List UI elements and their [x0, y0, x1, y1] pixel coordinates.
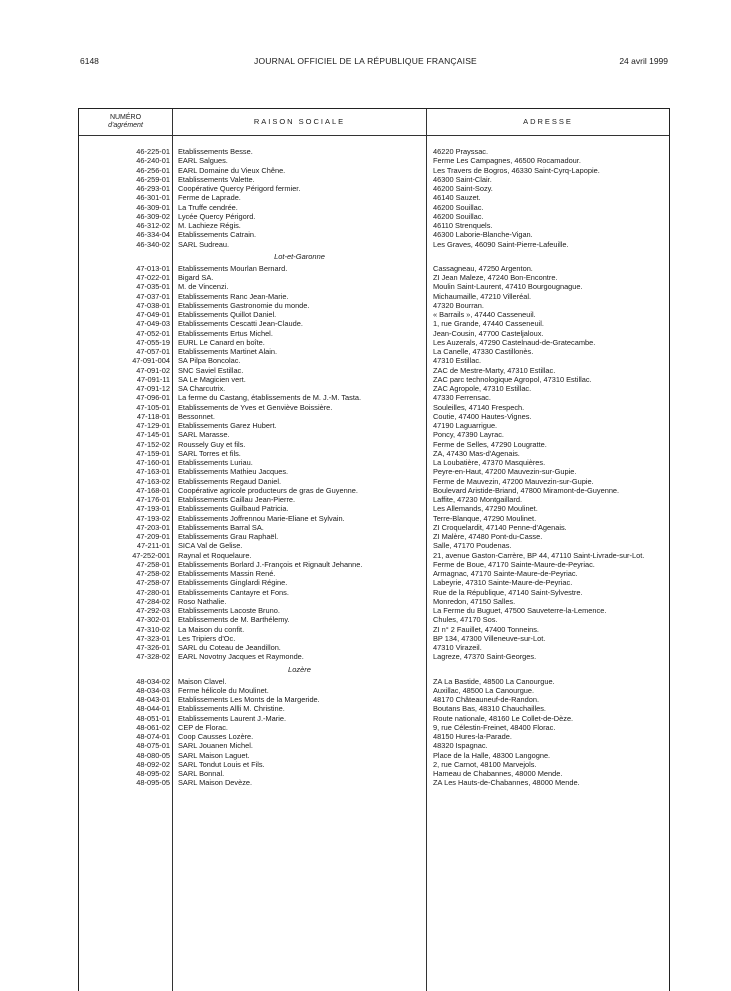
company-name: SA Charcutrix.	[178, 384, 226, 393]
company-address: ZI Croquelardit, 47140 Penne-d'Agenais.	[433, 522, 567, 532]
company-address: ZAC de Mestre-Marty, 47310 Estillac.	[433, 365, 556, 375]
company-name: EARL Novotny Jacques et Raymonde.	[178, 652, 304, 662]
table-row	[79, 203, 669, 212]
company-name: Etablissements Allli M. Christine.	[178, 704, 285, 714]
company-name: Coop Causses Lozère.	[178, 732, 254, 741]
approval-number: 47-049-03	[136, 319, 170, 329]
company-address: Moulin Saint-Laurent, 47410 Bourgougnague.	[433, 282, 583, 292]
company-address: La Canelle, 47330 Castillonès.	[433, 347, 534, 356]
table-row	[79, 504, 669, 513]
company-name: Ferme de Laprade.	[178, 193, 241, 203]
column-header-adresse: ADRESSE	[523, 117, 573, 126]
company-name: Etablissements Regaud Daniel.	[178, 476, 282, 486]
table-row	[79, 221, 669, 230]
approval-number: 47-052-01	[136, 328, 170, 338]
company-name: SARL Tondut Louis et Fils.	[178, 759, 265, 769]
approval-number: 47-091-12	[136, 384, 170, 393]
company-address: Ferme de Mauvezin, 47200 Mauvezin-sur-Gupie.	[433, 476, 594, 486]
company-name: Etablissements Mourlan Bernard.	[178, 263, 288, 273]
table-row	[79, 147, 669, 156]
company-address: Chules, 47170 Sos.	[433, 615, 498, 625]
table-row	[79, 760, 669, 769]
approval-number: 48-075-01	[136, 741, 170, 751]
company-name: Etablissements Garez Hubert.	[178, 421, 277, 430]
company-name: Coopérative agricole producteurs de gras de Guyenne.	[178, 485, 358, 495]
company-address: Ferme de Selles, 47290 Lougratte.	[433, 439, 547, 449]
table-row	[79, 193, 669, 202]
company-name: EARL Salgues.	[178, 156, 228, 166]
column-header-numero-line1: NUMÉRO	[109, 114, 142, 121]
approval-number: 47-193-01	[136, 504, 170, 514]
company-address: 47310 Virazeil.	[433, 643, 482, 652]
company-name: Etablissements Catrain.	[178, 230, 257, 240]
company-address: ZI Jean Maleze, 47240 Bon-Encontre.	[433, 273, 558, 282]
table-row	[79, 166, 669, 175]
table-row	[79, 615, 669, 624]
column-header-raison-sociale: RAISON SOCIALE	[253, 117, 346, 126]
company-address: Jean-Cousin, 47700 Casteljaloux.	[433, 328, 544, 338]
company-address: Route nationale, 48160 Le Collet-de-Dèze.	[433, 713, 574, 723]
company-address: 1, rue Grande, 47440 Casseneuil.	[433, 319, 544, 329]
company-name: SA Le Magicien vert.	[178, 374, 246, 384]
table-row	[79, 634, 669, 643]
company-address: ZI n° 2 Fauillet, 47400 Tonneins.	[433, 624, 539, 634]
approval-number: 47-168-01	[136, 485, 170, 495]
table-row	[79, 384, 669, 393]
table-row	[79, 588, 669, 597]
approval-number: 47-326-01	[136, 643, 170, 652]
approval-number: 47-159-01	[136, 448, 170, 458]
table-row	[79, 625, 669, 634]
table-row	[79, 769, 669, 778]
company-name: Etablissements Gastronomie du monde.	[178, 300, 310, 310]
table-row	[79, 393, 669, 402]
company-address: Monredon, 47150 Salles.	[433, 596, 516, 606]
company-name: EARL Domaine du Vieux Chêne.	[178, 165, 286, 175]
table-row	[79, 156, 669, 165]
table-row	[79, 532, 669, 541]
company-name: La Truffe cendrée.	[178, 202, 238, 212]
company-name: Etablissements Les Monts de la Margeride.	[178, 695, 320, 704]
company-name: CEP de Florac.	[178, 722, 228, 732]
company-name: Etablissements Mathieu Jacques.	[178, 467, 289, 477]
table-row	[79, 714, 669, 723]
approval-number: 47-096-01	[136, 393, 170, 403]
company-address: Terre-Blanque, 47290 Moulinet.	[433, 513, 537, 523]
company-address: Boulevard Aristide-Briand, 47800 Miramont-de-Guyenne.	[433, 485, 620, 495]
company-name: Etablissements Ranc Jean-Marie.	[178, 291, 289, 301]
table-row	[79, 677, 669, 686]
company-address: Labeyrie, 47310 Sainte-Maure-de-Peyriac.	[433, 578, 573, 588]
table-row	[79, 551, 669, 560]
table-row	[79, 467, 669, 476]
approval-number: 48-034-02	[136, 676, 170, 686]
company-address: Hameau de Chabannes, 48000 Mende.	[433, 769, 563, 778]
approval-number: 48-043-01	[136, 695, 170, 704]
company-address: 46220 Prayssac.	[433, 147, 489, 156]
approval-table	[78, 108, 670, 991]
company-name: Etablissements de Yves et Genviève Boissière.	[178, 402, 333, 412]
approval-number: 47-118-01	[136, 411, 170, 421]
company-address: La Ferme du Buguet, 47500 Sauveterre-la-Lemence.	[433, 606, 607, 615]
company-address: 47190 Laguarrigue.	[433, 421, 498, 430]
company-name: Etablissements Ertus Michel.	[178, 328, 273, 338]
table-row	[79, 495, 669, 504]
company-name: SARL Torres et fils.	[178, 448, 241, 458]
approval-number: 47-203-01	[136, 522, 170, 532]
company-name: EURL Le Canard en boîte.	[178, 337, 265, 347]
company-address: Ferme Les Campagnes, 46500 Rocamadour.	[433, 156, 581, 166]
table-row	[79, 230, 669, 239]
company-name: M. Lachieze Régis.	[178, 221, 241, 230]
approval-number: 47-049-01	[136, 310, 170, 319]
table-body	[79, 147, 669, 788]
company-address: ZA Les Hauts-de-Chabannes, 48000 Mende.	[433, 778, 580, 788]
table-row	[79, 184, 669, 193]
approval-number: 47-091-02	[136, 365, 170, 375]
approval-number: 48-074-01	[136, 732, 170, 741]
table-row	[79, 569, 669, 578]
table-row	[79, 240, 669, 249]
table-row	[79, 301, 669, 310]
company-name: Ferme hélicole du Moulinet.	[178, 685, 269, 695]
table-row	[79, 310, 669, 319]
company-name: Etablissements Cantayre et Fons.	[178, 587, 289, 597]
company-name: SNC Saviel Estillac.	[178, 365, 244, 375]
company-address: Les Allemands, 47290 Moulinet.	[433, 504, 538, 514]
table-row	[79, 421, 669, 430]
company-name: La Maison du confit.	[178, 624, 245, 634]
approval-number: 46-259-01	[136, 174, 170, 184]
table-row	[79, 458, 669, 467]
company-address: Cassagneau, 47250 Argenton.	[433, 263, 533, 273]
approval-number: 47-323-01	[136, 633, 170, 643]
approval-number: 46-240-01	[136, 156, 170, 166]
table-row	[79, 751, 669, 760]
table-row	[79, 732, 669, 741]
company-name: Etablissements Grau Raphaël.	[178, 532, 279, 541]
company-name: Etablissements Ginglardi Régine.	[178, 578, 288, 588]
company-address: Peyre-en-Haut, 47200 Mauvezin-sur-Gupie.	[433, 467, 577, 477]
company-name: SARL Maison Devèze.	[178, 778, 253, 788]
journal-title: JOURNAL OFFICIEL DE LA RÉPUBLIQUE FRANÇAISE	[254, 56, 477, 66]
company-address: La Loubatière, 47370 Masquières.	[433, 458, 546, 467]
company-name: Bigard SA.	[178, 273, 214, 282]
table-row	[79, 606, 669, 615]
company-address: Lagreze, 47370 Saint-Georges.	[433, 652, 537, 662]
company-name: La ferme du Castang, établissements de M. J.-M. Tasta.	[178, 393, 362, 403]
table-row	[79, 695, 669, 704]
table-row	[79, 514, 669, 523]
table-row	[79, 486, 669, 495]
approval-number: 46-293-01	[136, 184, 170, 193]
table-row	[79, 282, 669, 291]
table-row	[79, 212, 669, 221]
company-name: Coopérative Quercy Périgord fermier.	[178, 184, 301, 193]
company-address: 2, rue Carnot, 48100 Marvejols.	[433, 759, 537, 769]
column-header-numero-line2: d'agrément	[108, 122, 143, 129]
company-address: Les Graves, 46090 Saint-Pierre-Lafeuille.	[433, 239, 569, 249]
table-row	[79, 560, 669, 569]
approval-number: 47-258-07	[136, 578, 170, 588]
company-name: Roussely Guy et fils.	[178, 439, 246, 449]
company-name: Roso Nathalie.	[178, 596, 227, 606]
table-row	[79, 643, 669, 652]
approval-number: 46-312-02	[136, 221, 170, 230]
table-row	[79, 723, 669, 732]
company-name: Raynal et Roquelaure.	[178, 550, 252, 560]
table-row	[79, 273, 669, 282]
page-number: 6148	[80, 56, 99, 66]
company-name: Les Tripiers d'Oc.	[178, 633, 236, 643]
approval-number: 47-280-01	[136, 587, 170, 597]
company-name: Bessonnet.	[178, 411, 215, 421]
company-address: BP 134, 47300 Villeneuve-sur-Lot.	[433, 633, 546, 643]
approval-number: 46-340-02	[136, 239, 170, 249]
table-row	[79, 375, 669, 384]
company-address: Boutans Bas, 48310 Chauchailles.	[433, 704, 546, 714]
table-row	[79, 356, 669, 365]
company-name: Lycée Quercy Périgord.	[178, 211, 256, 221]
approval-number: 47-105-01	[136, 402, 170, 412]
approval-number: 48-080-05	[136, 750, 170, 760]
company-address: 46300 Laborie-Blanche-Vigan.	[433, 230, 533, 240]
approval-number: 48-044-01	[136, 704, 170, 714]
company-name: Etablissements Joffrennou Marie-Eliane et Sylvain.	[178, 513, 345, 523]
company-address: 46200 Souillac.	[433, 211, 484, 221]
company-address: 21, avenue Gaston-Carrère, BP 44, 47110 Saint-Livrade-sur-Lot.	[433, 550, 645, 560]
approval-number: 48-034-03	[136, 685, 170, 695]
table-row	[79, 347, 669, 356]
publication-date: 24 avril 1999	[619, 56, 668, 66]
company-address: Michaumaille, 47210 Villeréal.	[433, 291, 532, 301]
company-name: Etablissements Barral SA.	[178, 522, 264, 532]
company-address: Armagnac, 47170 Sainte-Maure-de-Peyriac.	[433, 569, 578, 578]
table-row	[79, 292, 669, 301]
company-address: 47330 Ferrensac.	[433, 393, 491, 403]
company-name: Etablissements Martinet Alain.	[178, 347, 277, 356]
company-address: ZA, 47430 Mas-d'Agenais.	[433, 448, 520, 458]
company-address: 9, rue Célestin-Freinet, 48400 Florac.	[433, 722, 556, 732]
approval-number: 47-292-03	[136, 606, 170, 615]
company-address: 48150 Hures-la-Parade.	[433, 732, 512, 741]
company-name: Etablissements de M. Barthélemy.	[178, 615, 290, 625]
company-name: Etablissements Quillot Daniel.	[178, 310, 277, 319]
table-row	[79, 319, 669, 328]
table-row	[79, 477, 669, 486]
approval-number: 47-310-02	[136, 624, 170, 634]
header-rule	[79, 135, 669, 136]
approval-number: 48-092-02	[136, 759, 170, 769]
approval-number: 47-211-01	[136, 541, 170, 551]
company-name: Etablissements Guilbaud Patricia.	[178, 504, 289, 514]
company-name: Maison Clavel.	[178, 676, 227, 686]
company-address: Auxillac, 48500 La Canourgue.	[433, 685, 535, 695]
company-address: Rue de la République, 47140 Saint-Sylvestre.	[433, 587, 583, 597]
table-row	[79, 541, 669, 550]
company-address: 46200 Souillac.	[433, 202, 484, 212]
table-row	[79, 597, 669, 606]
table-row	[79, 523, 669, 532]
approval-number: 47-252-001	[132, 550, 170, 560]
company-address: 48320 Ispagnac.	[433, 741, 488, 751]
company-address: ZAC Agropole, 47310 Estillac.	[433, 384, 532, 393]
company-name: Etablissements Borlard J.-François et Rignault Jehanne.	[178, 559, 363, 569]
company-address: 46300 Saint-Clair.	[433, 174, 492, 184]
company-name: Etablissements Massin René.	[178, 569, 276, 578]
approval-number: 47-258-02	[136, 569, 170, 578]
approval-number: 47-163-02	[136, 476, 170, 486]
approval-number: 46-256-01	[136, 165, 170, 175]
approval-number: 47-152-02	[136, 439, 170, 449]
company-address: Laffite, 47230 Montgaillard.	[433, 495, 523, 504]
company-address: Place de la Halle, 48300 Langogne.	[433, 750, 551, 760]
approval-number: 47-160-01	[136, 458, 170, 467]
table-row	[79, 449, 669, 458]
approval-number: 48-095-02	[136, 769, 170, 778]
company-address: ZAC parc technologique Agropol, 47310 Estillac.	[433, 374, 592, 384]
company-address: 46200 Saint-Sozy.	[433, 184, 493, 193]
approval-number: 47-258-01	[136, 559, 170, 569]
company-name: Etablissements Valette.	[178, 174, 255, 184]
company-address: Les Auzerals, 47290 Castelnaud-de-Gratecambe.	[433, 337, 596, 347]
table-row	[79, 704, 669, 713]
approval-number: 47-035-01	[136, 282, 170, 292]
company-address: « Barrails », 47440 Casseneuil.	[433, 310, 536, 319]
company-name: SARL Bonnal.	[178, 769, 225, 778]
approval-number: 48-061-02	[136, 722, 170, 732]
company-name: Etablissements Besse.	[178, 147, 253, 156]
approval-number: 47-176-01	[136, 495, 170, 504]
approval-number: 47-193-02	[136, 513, 170, 523]
company-address: Les Travers de Bogros, 46330 Saint-Cyrq-Lapopie.	[433, 165, 600, 175]
department-heading-label: Lot-et-Garonne	[274, 251, 325, 261]
company-name: SARL Maison Laguet.	[178, 750, 250, 760]
company-address: 46110 Strenquels.	[433, 221, 493, 230]
company-name: Etablissements Caillau Jean-Pierre.	[178, 495, 296, 504]
column-header-numero	[79, 109, 172, 135]
company-name: SA Pilpa Boncolac.	[178, 356, 241, 366]
company-address: Poncy, 47390 Layrac.	[433, 430, 504, 440]
approval-number: 46-309-02	[136, 211, 170, 221]
table-row	[79, 264, 669, 273]
company-name: Etablissements Cescatti Jean-Claude.	[178, 319, 303, 329]
company-address: 47310 Estillac.	[433, 356, 482, 366]
company-name: SARL Marasse.	[178, 430, 230, 440]
approval-number: 47-209-01	[136, 532, 170, 541]
table-row	[79, 412, 669, 421]
approval-number: 47-022-01	[136, 273, 170, 282]
company-address: 48170 Châteauneuf-de-Randon.	[433, 695, 540, 704]
approval-number: 47-055-19	[136, 337, 170, 347]
company-name: SICA Val de Gelise.	[178, 541, 243, 551]
company-address: 46140 Sauzet.	[433, 193, 481, 203]
company-address: 47320 Bourran.	[433, 300, 484, 310]
approval-number: 48-051-01	[136, 713, 170, 723]
company-address: Ferme de Boue, 47170 Sainte-Maure-de-Peyriac.	[433, 559, 595, 569]
table-row	[79, 440, 669, 449]
department-heading-label: Lozère	[288, 664, 311, 674]
company-name: SARL Sudreau.	[178, 239, 230, 249]
approval-number: 47-145-01	[136, 430, 170, 440]
approval-number: 47-328-02	[136, 652, 170, 662]
department-heading	[79, 662, 669, 677]
company-address: ZA La Bastide, 48500 La Canourgue.	[433, 676, 555, 686]
approval-number: 47-013-01	[136, 263, 170, 273]
company-name: Etablissements Luriau.	[178, 458, 253, 467]
approval-number: 47-091-004	[132, 356, 170, 366]
approval-number: 47-163-01	[136, 467, 170, 477]
approval-number: 46-301-01	[136, 193, 170, 203]
approval-number: 46-225-01	[136, 147, 170, 156]
table-row	[79, 430, 669, 439]
approval-number: 46-334-04	[136, 230, 170, 240]
company-address: ZI Malère, 47480 Pont-du-Casse.	[433, 532, 543, 541]
table-row	[79, 366, 669, 375]
table-row	[79, 578, 669, 587]
table-row	[79, 175, 669, 184]
company-address: Salle, 47170 Poudenas.	[433, 541, 512, 551]
company-name: SARL Jouanen Michel.	[178, 741, 253, 751]
table-row	[79, 652, 669, 661]
approval-number: 48-095-05	[136, 778, 170, 788]
table-row	[79, 338, 669, 347]
table-row	[79, 778, 669, 787]
approval-number: 46-309-01	[136, 202, 170, 212]
company-address: Souleilles, 47140 Frespech.	[433, 402, 525, 412]
table-row	[79, 741, 669, 750]
approval-number: 47-057-01	[136, 347, 170, 356]
company-address: Coutie, 47400 Hautes-Vignes.	[433, 411, 532, 421]
approval-number: 47-129-01	[136, 421, 170, 430]
approval-number: 47-091-11	[136, 374, 170, 384]
company-name: Etablissements Lacoste Bruno.	[178, 606, 280, 615]
table-row	[79, 403, 669, 412]
department-heading	[79, 249, 669, 264]
approval-number: 47-284-02	[136, 596, 170, 606]
company-name: Etablissements Laurent J.-Marie.	[178, 713, 287, 723]
table-row	[79, 329, 669, 338]
approval-number: 47-037-01	[136, 291, 170, 301]
table-row	[79, 686, 669, 695]
approval-number: 47-302-01	[136, 615, 170, 625]
company-name: SARL du Coteau de Jeandillon.	[178, 643, 281, 652]
company-name: M. de Vincenzi.	[178, 282, 229, 292]
approval-number: 47-038-01	[136, 300, 170, 310]
